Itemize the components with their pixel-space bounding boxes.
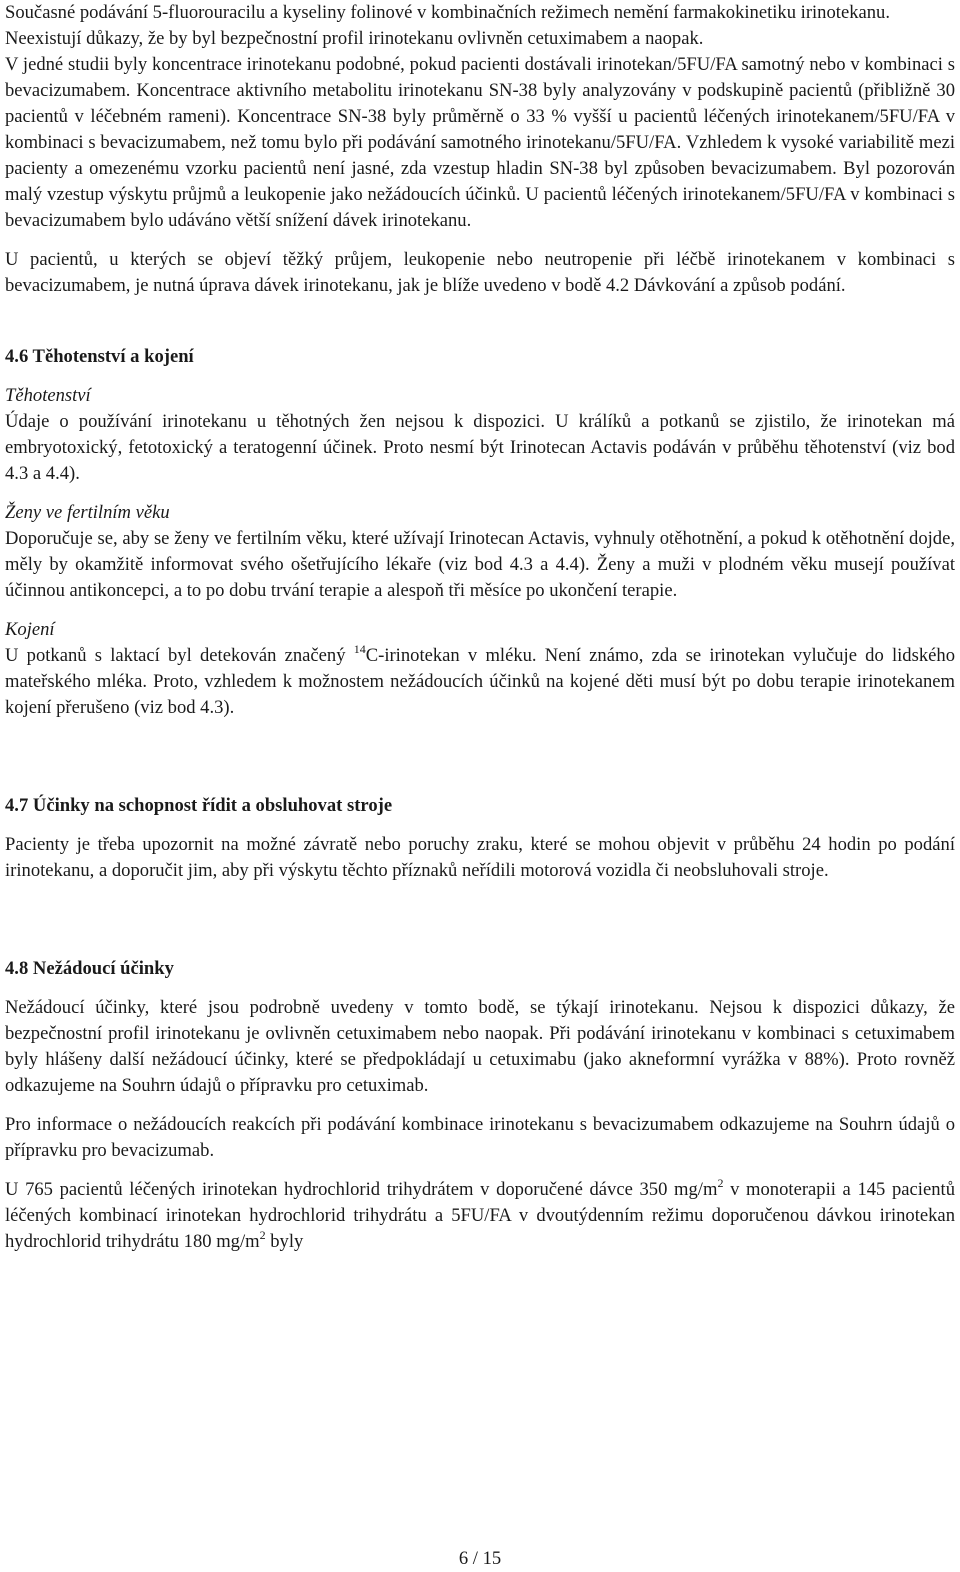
section-heading-4-6: 4.6 Těhotenství a kojení: [5, 346, 194, 367]
document-page: [5, 0, 955, 1255]
paragraph: Pro informace o nežádoucích reakcích při podávání kombinace irinotekanu s bevacizumabem odkazujeme na Souhrn údajů o přípravku pro bevacizumab.: [5, 1114, 955, 1161]
paragraph: Doporučuje se, aby se ženy ve fertilním věku, které užívají Irinotecan Actavis, vyhnuly otěhotnění, a pokud k otěhotnění dojde, měly by okamžitě informovat svého ošetřujícího lékaře (viz bod 4.3 a 4.4). Ženy a muži v plodném věku musejí používat účinnou antikoncepci, a to po dobu trvání terapie a alespoň tři měsíce po ukončení terapie.: [5, 528, 955, 601]
paragraph: U pacientů, u kterých se objeví těžký průjem, leukopenie nebo neutropenie při léčbě irinotekanem v kombinaci s bevacizumabem, je nutná úprava dávek irinotekanu, jak je blíže uvedeno v bodě 4.2 Dávkování a způsob podání.: [5, 249, 955, 296]
text-span: U 765 pacientů léčených irinotekan hydrochlorid trihydrátem v doporučené dávce 350 mg/m: [5, 1179, 718, 1200]
paragraph: Současné podávání 5-fluorouracilu a kyseliny folinové v kombinačních režimech nemění farmakokinetiku irinotekanu.: [5, 2, 890, 23]
page-number: 6 / 15: [458, 1548, 502, 1569]
paragraph: Pacienty je třeba upozornit na možné závratě nebo poruchy zraku, které se mohou objevit v průběhu 24 hodin po podání irinotekanu, a doporučit jim, aby při výskytu těchto příznaků neřídili motorová vozidla či neobsluhovali stroje.: [5, 834, 955, 881]
paragraph: Údaje o používání irinotekanu u těhotných žen nejsou k dispozici. U králíků a potkanů se zjistilo, že irinotekan má embryotoxický, fetotoxický a teratogenní účinek. Proto nesmí být Irinotecan Actavis podáván v průběhu těhotenství (viz bod 4.3 a 4.4).: [5, 411, 955, 484]
paragraph: Neexistují důkazy, že by byl bezpečnostní profil irinotekanu ovlivněn cetuximabem a naopak.: [5, 28, 704, 49]
text-span: byly: [265, 1231, 304, 1252]
paragraph: [5, 1177, 955, 1255]
subheading-fertile-women: Ženy ve fertilním věku: [5, 502, 170, 523]
section-heading-4-7: 4.7 Účinky na schopnost řídit a obsluhovat stroje: [5, 795, 393, 816]
text-span: C-irinotekan v mléku. Není známo, zda se irinotekan vylučuje do lidského mateřského mléka. Proto, vzhledem k možnostem nežádoucích účinků na kojené děti musí být po dobu terapie irinotekanem kojení přerušeno (viz bod 4.3).: [5, 645, 955, 718]
paragraph: V jedné studii byly koncentrace irinotekanu podobné, pokud pacienti dostávali irinotekan/5FU/FA samotný nebo v kombinaci s bevacizumabem. Koncentrace aktivního metabolitu irinotekanu SN-38 byly analyzovány v podskupině pacientů (přibližně 30 pacientů v léčebném rameni). Koncentrace SN-38 byly průměrně o 33 % vyšší u pacientů léčených irinotekanem/5FU/FA v kombinaci s bevacizumabem, než tomu bylo při podávání samotného irinotekanu/5FU/FA. Vzhledem k vysoké variabilitě mezi pacienty a omezenému vzorku pacientů není jasné, zda vzestup hladin SN-38 byl způsoben bevacizumabem. Byl pozorován malý vzestup výskytu průjmů a leukopenie jako nežádoucích účinků. U pacientů léčených irinotekanem/5FU/FA v kombinaci s bevacizumabem bylo udáváno větší snížení dávek irinotekanu.: [5, 54, 955, 231]
superscript: 2: [259, 1228, 266, 1242]
paragraph: Nežádoucí účinky, které jsou podrobně uvedeny v tomto bodě, se týkají irinotekanu. Nejsou k dispozici důkazy, že bezpečnostní profil irinotekanu je ovlivněn cetuximabem nebo naopak. Při podávání irinotekanu v kombinaci s cetuximabem byly hlášeny další nežádoucí účinky, které se předpokládají u cetuximabu (jako akneformní vyrážka v 88%). Proto rovněž odkazujeme na Souhrn údajů o přípravku pro cetuximab.: [5, 997, 955, 1096]
superscript: 2: [717, 1176, 724, 1190]
subheading-breastfeeding: Kojení: [5, 619, 55, 640]
subheading-pregnancy: Těhotenství: [5, 385, 91, 406]
section-heading-4-8: 4.8 Nežádoucí účinky: [5, 958, 174, 979]
paragraph: [5, 643, 955, 721]
text-span: v monoterapii a 145 pacientů léčených kombinací irinotekan hydrochlorid trihydrátu a 5FU/FA v dvoutýdenním režimu doporučenou dávkou irinotekan hydrochlorid trihydrátu 180 mg/m: [5, 1179, 955, 1252]
superscript: 14: [353, 642, 366, 656]
text-span: U potkanů s laktací byl detekován značený: [5, 645, 354, 666]
